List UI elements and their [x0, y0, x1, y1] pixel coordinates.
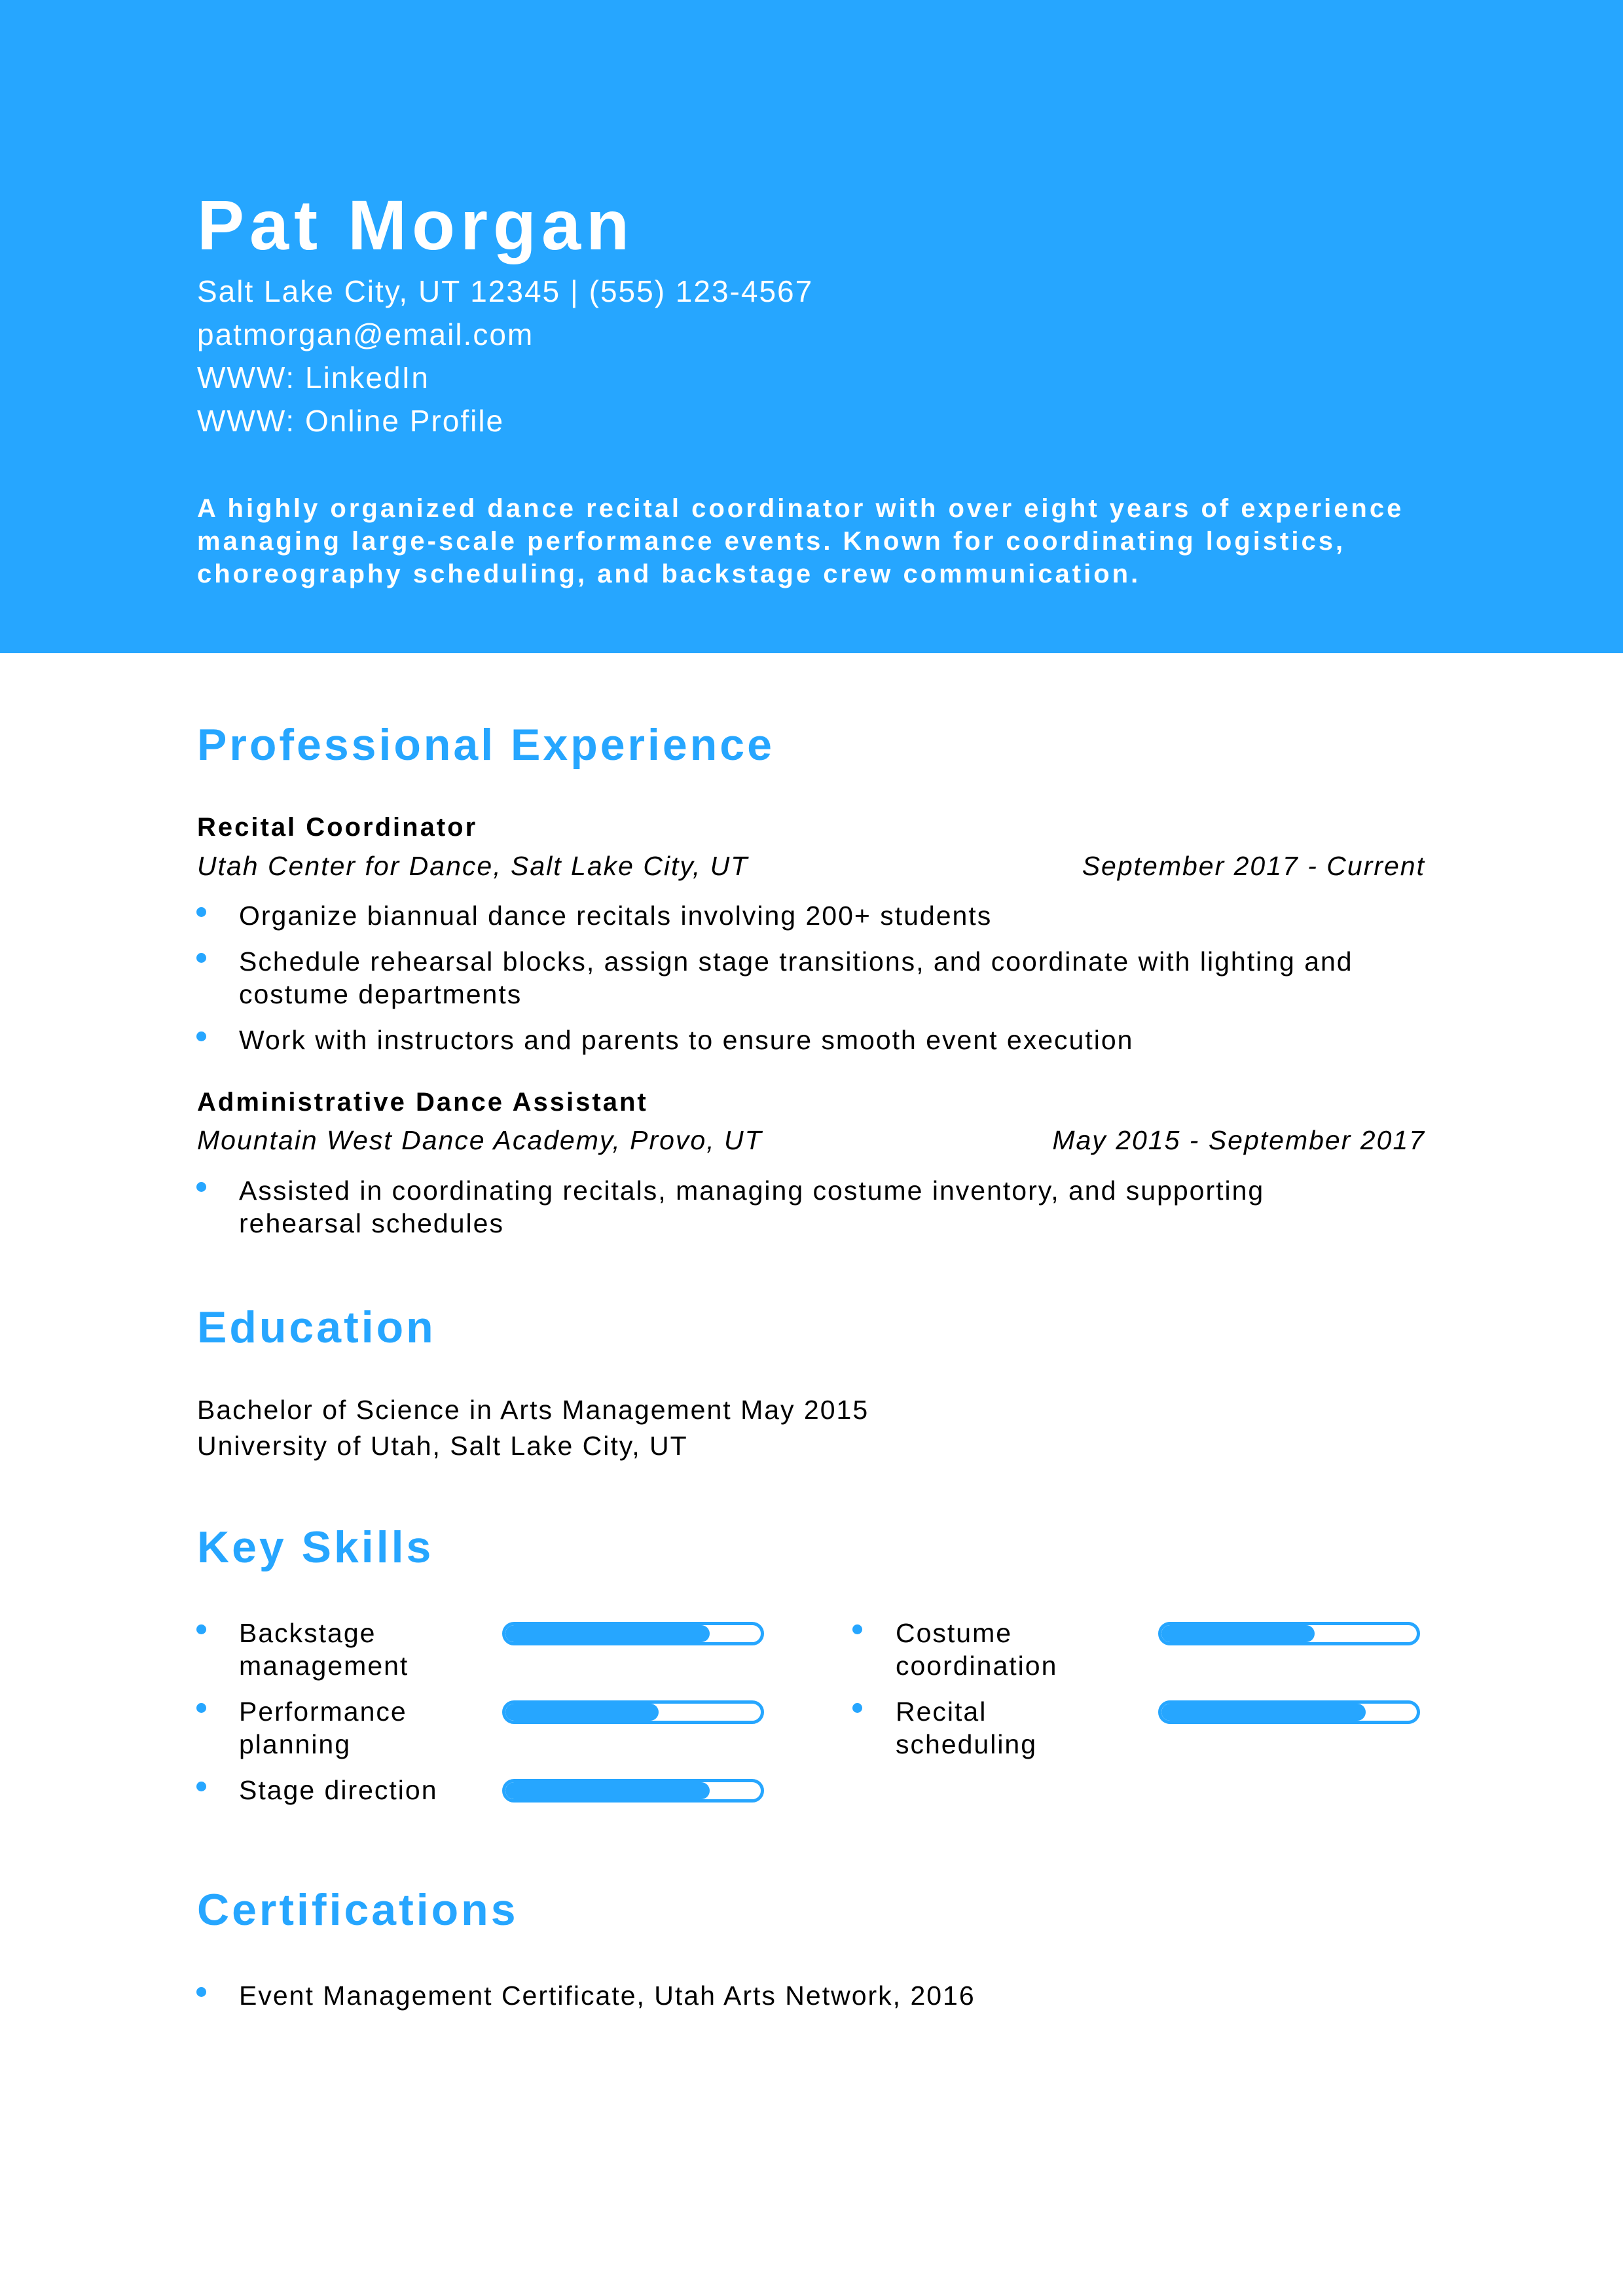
- email-link[interactable]: patmorgan@email.com: [197, 317, 534, 351]
- job-bullet: Work with instructors and parents to ensure smooth event execution: [239, 1025, 1134, 1055]
- skill-label: Stage direction: [239, 1775, 438, 1805]
- job-title: Administrative Dance Assistant: [197, 1088, 648, 1117]
- linkedin-link[interactable]: WWW: LinkedIn: [197, 361, 429, 395]
- header-banner: [0, 0, 1623, 653]
- skill-label: Recital scheduling: [896, 1696, 1038, 1759]
- bullet-dot: [196, 1987, 206, 1997]
- online-profile-link[interactable]: WWW: Online Profile: [197, 404, 505, 438]
- job-bullet: Assisted in coordinating recitals, managing costume inventory, and supporting rehearsal schedules: [239, 1175, 1265, 1238]
- section-title-education: Education: [197, 1302, 436, 1352]
- skill-level-fill: [505, 1625, 710, 1642]
- skill-label: Performance planning: [239, 1696, 407, 1759]
- skill-label: Costume coordination: [896, 1618, 1058, 1681]
- certification-item: Event Management Certificate, Utah Arts Network, 2016: [239, 1981, 976, 2011]
- job-company: Mountain West Dance Academy, Provo, UT: [197, 1125, 763, 1155]
- skill-level-bar: [502, 1622, 764, 1645]
- section-title-certifications: Certifications: [197, 1885, 519, 1935]
- skill-level-bar: [502, 1700, 764, 1724]
- bullet-dot: [196, 1031, 206, 1041]
- skill-level-bar: [502, 1779, 764, 1803]
- bullet-dot: [196, 1182, 206, 1192]
- job-bullet: Schedule rehearsal blocks, assign stage transitions, and coordinate with lighting and costume departments: [239, 946, 1353, 1009]
- contact-line: Salt Lake City, UT 12345 | (555) 123-4567: [197, 274, 814, 308]
- bullet-dot: [196, 953, 206, 963]
- skill-level-bar: [1158, 1700, 1420, 1724]
- bullet-dot: [852, 1703, 862, 1713]
- candidate-name: Pat Morgan: [197, 185, 635, 264]
- job-dates: September 2017 - Current: [1082, 851, 1425, 881]
- section-title-experience: Professional Experience: [197, 720, 775, 770]
- education-degree: Bachelor of Science in Arts Management May 2015: [197, 1395, 869, 1425]
- bullet-dot: [196, 1782, 206, 1791]
- job-bullet: Organize biannual dance recitals involving 200+ students: [239, 901, 993, 931]
- summary-text: A highly organized dance recital coordinator with over eight years of experience managing large-scale performance events. Known for coordinating logistics, choreography scheduling, and backstage crew communication.: [197, 494, 1404, 588]
- bullet-dot: [196, 1624, 206, 1634]
- bullet-dot: [196, 1703, 206, 1713]
- skill-label: Backstage management: [239, 1618, 409, 1681]
- bullet-dot: [196, 907, 206, 917]
- job-title: Recital Coordinator: [197, 813, 478, 842]
- job-dates: May 2015 - September 2017: [1052, 1125, 1425, 1155]
- skill-level-fill: [505, 1782, 710, 1799]
- education-school: University of Utah, Salt Lake City, UT: [197, 1431, 688, 1461]
- skill-level-fill: [1161, 1625, 1315, 1642]
- skill-level-fill: [1161, 1704, 1366, 1721]
- section-title-skills: Key Skills: [197, 1522, 434, 1572]
- skill-level-fill: [505, 1704, 659, 1721]
- job-company: Utah Center for Dance, Salt Lake City, UT: [197, 851, 749, 881]
- bullet-dot: [852, 1624, 862, 1634]
- skill-level-bar: [1158, 1622, 1420, 1645]
